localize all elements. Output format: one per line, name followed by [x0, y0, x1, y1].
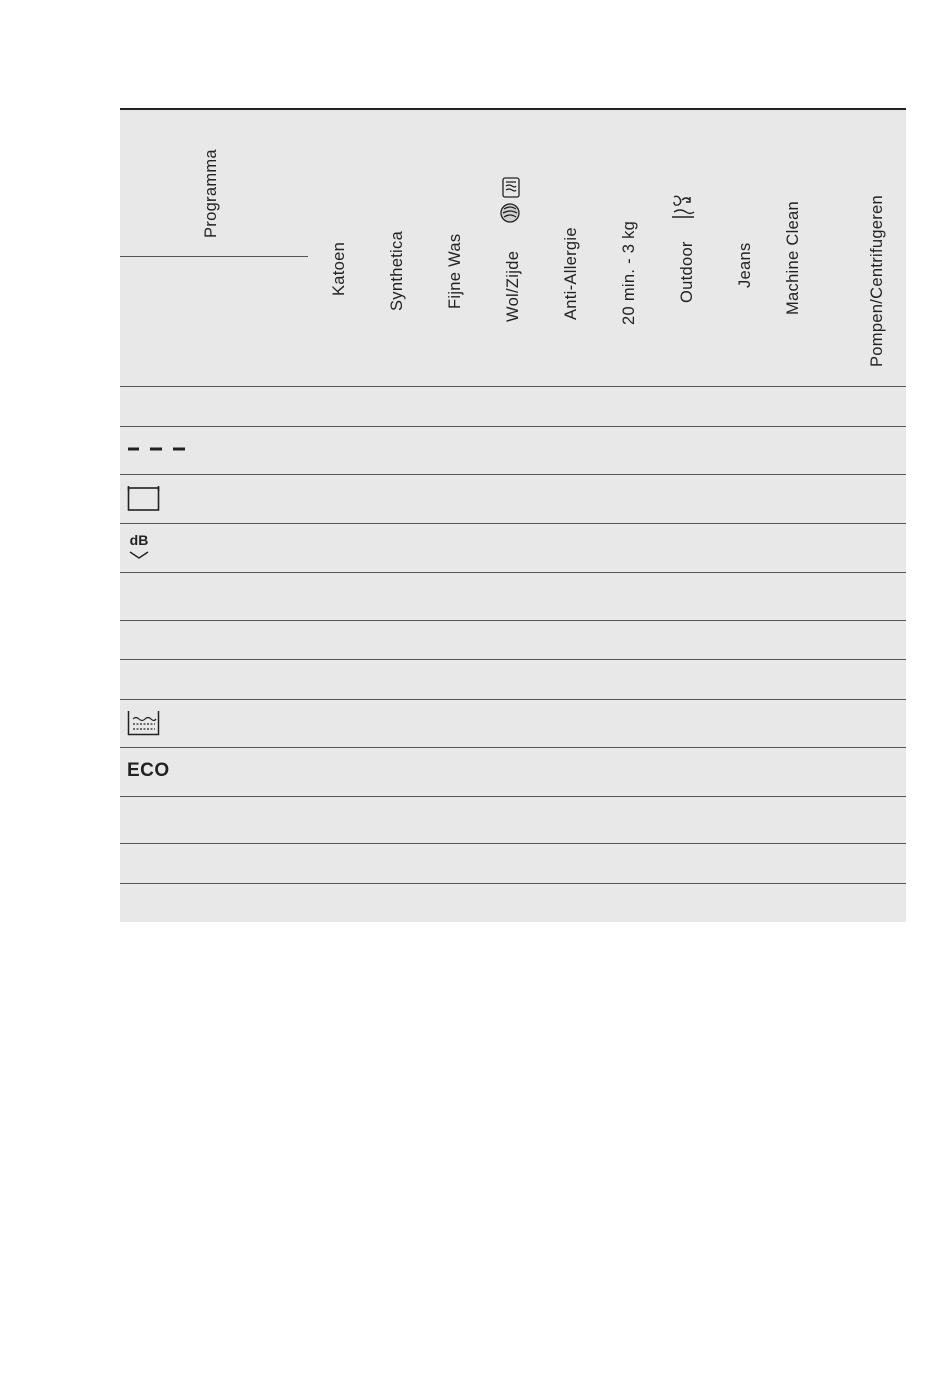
program-column-anti-allergie: Anti-Allergie — [562, 227, 580, 320]
table-row — [120, 620, 906, 659]
program-options-table — [120, 108, 906, 1030]
dashed-line-icon — [127, 445, 187, 453]
eco-label: ECO — [127, 760, 170, 781]
program-column-jeans: Jeans — [736, 242, 754, 288]
table-row — [120, 659, 906, 699]
program-column-synthetica: Synthetica — [388, 230, 406, 311]
program-header-cell — [120, 110, 308, 256]
extra-rinse-icon — [127, 710, 161, 736]
table-row — [120, 747, 906, 796]
program-column-machine-clean: Machine Clean — [784, 201, 802, 315]
program-column-outdoor: Outdoor — [678, 241, 696, 303]
table-header — [120, 110, 906, 386]
table-row — [120, 386, 906, 426]
drum-icon — [127, 485, 161, 513]
table-row — [120, 426, 906, 474]
program-column-wol-zijde: Wol/Zijde — [504, 250, 522, 322]
table-row — [120, 572, 906, 620]
program-column-katoen: Katoen — [330, 241, 348, 296]
program-column-20min-3kg: 20 min. - 3 kg — [620, 220, 638, 325]
chevron-down-icon — [128, 550, 150, 560]
quiet-db-icon: dB — [127, 534, 151, 565]
program-header-label: Programma — [202, 149, 220, 238]
table-blank-area — [120, 922, 906, 1030]
program-column-pompen-centrifugeren: Pompen/Centrifugeren — [868, 194, 886, 367]
table-row — [120, 523, 906, 572]
table-row — [120, 796, 906, 843]
program-column-fijne-was: Fijne Was — [446, 233, 464, 309]
wool-symbol-icon — [498, 176, 524, 224]
header-divider — [120, 256, 308, 257]
table-row — [120, 699, 906, 747]
table-row — [120, 843, 906, 883]
table-row — [120, 474, 906, 523]
table-row — [120, 883, 906, 922]
outdoor-symbol-icon — [670, 194, 696, 220]
